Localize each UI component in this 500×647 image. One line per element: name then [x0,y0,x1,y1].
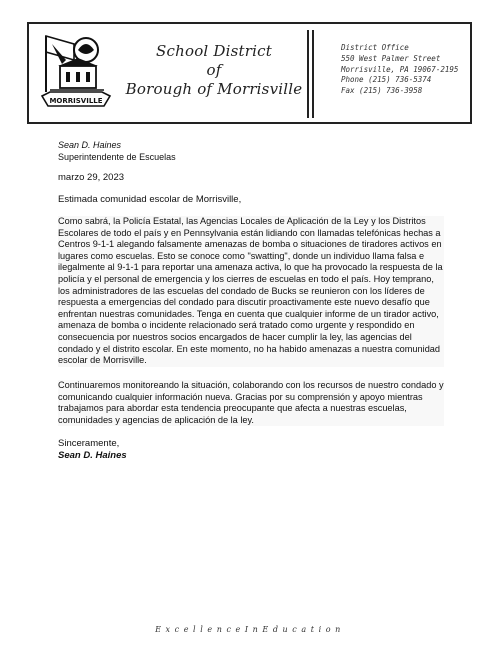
sender-block [58,139,176,163]
office-phone: Phone (215) 736-5374 [341,75,432,85]
letter-date: marzo 29, 2023 [58,172,125,183]
office-street: 550 West Palmer Street [341,53,441,63]
letter-greeting: Estimada comunidad escolar de Morrisville, [58,194,242,205]
divider-bar-2 [312,30,314,118]
letterhead [27,22,472,124]
letter-signature: Sean D. Haines [58,450,127,461]
district-title-line-1: School District [156,42,272,60]
district-name [119,42,309,99]
district-title-line-2: of [206,61,222,79]
footer-motto: ExcellenceInEducation [155,625,345,634]
crest-ribbon-text: MORRISVILLE [49,97,103,105]
district-crest-logo [38,30,114,116]
letter-closing: Sinceramente, [58,438,120,449]
office-city: Morrisville, PA 19067-2195 [341,64,459,74]
sender-name: Sean D. Haines [58,140,122,150]
letter-closing-block [58,438,127,462]
district-office-address [341,43,471,97]
sender-title: Superintendente de Escuelas [58,152,176,162]
divider-bar-1 [307,30,309,118]
district-title-line-3: Borough of Morrisville [125,80,303,98]
office-fax: Fax (215) 736-3958 [341,86,423,96]
letter-paragraph-1: Como sabrá, la Policía Estatal, las Agencias Locales de Aplicación de la Ley y los Distritos Escolares de todo el país y en Pennsylvania están lidiando con llamadas telefónicas hechas a Centros 9-1-1 alegando falsamente amenazas de bomba o situaciones de tiradores activos en lugares como escuelas. Esto se conoce como "swatting", donde un individuo llama falsa e ilegalmente al 9-1-1 para reportar una amenaza activa, lo que ha provocado la respuesta de la policía y el personal de emergencia y los cierres de escuelas en todo el país. Hoy temprano, los administradores de las escuelas del condado de Bucks se reunieron con los líderes de respuesta a emergencias del condado para discutir proactivamente este nuevo desafío que enfrentan nuestras comunidades. Tenga en cuenta que cualquier informe de un tirador activo, amenaza de bomba o incidente relacionado será tratado como urgente y respondido en consecuencia por nuestros socios encargados de hacer cumplir la ley, las agencias del condado y el distrito escolar. En este momento, no ha habido amenazas a nuestra comunidad escolar de Morrisville. [58,216,443,366]
letter-paragraph-2: Continuaremos monitoreando la situación, colaborando con los recursos de nuestro condado y comunicando cualquier información nueva. Gracias por su comprensión y apoyo mientras trabajamos para abordar esta tendencia preocupante que afecta a nuestras escuelas, comunidades y agencias de aplicación de la ley. [58,380,444,425]
office-label: District Office [341,43,409,52]
